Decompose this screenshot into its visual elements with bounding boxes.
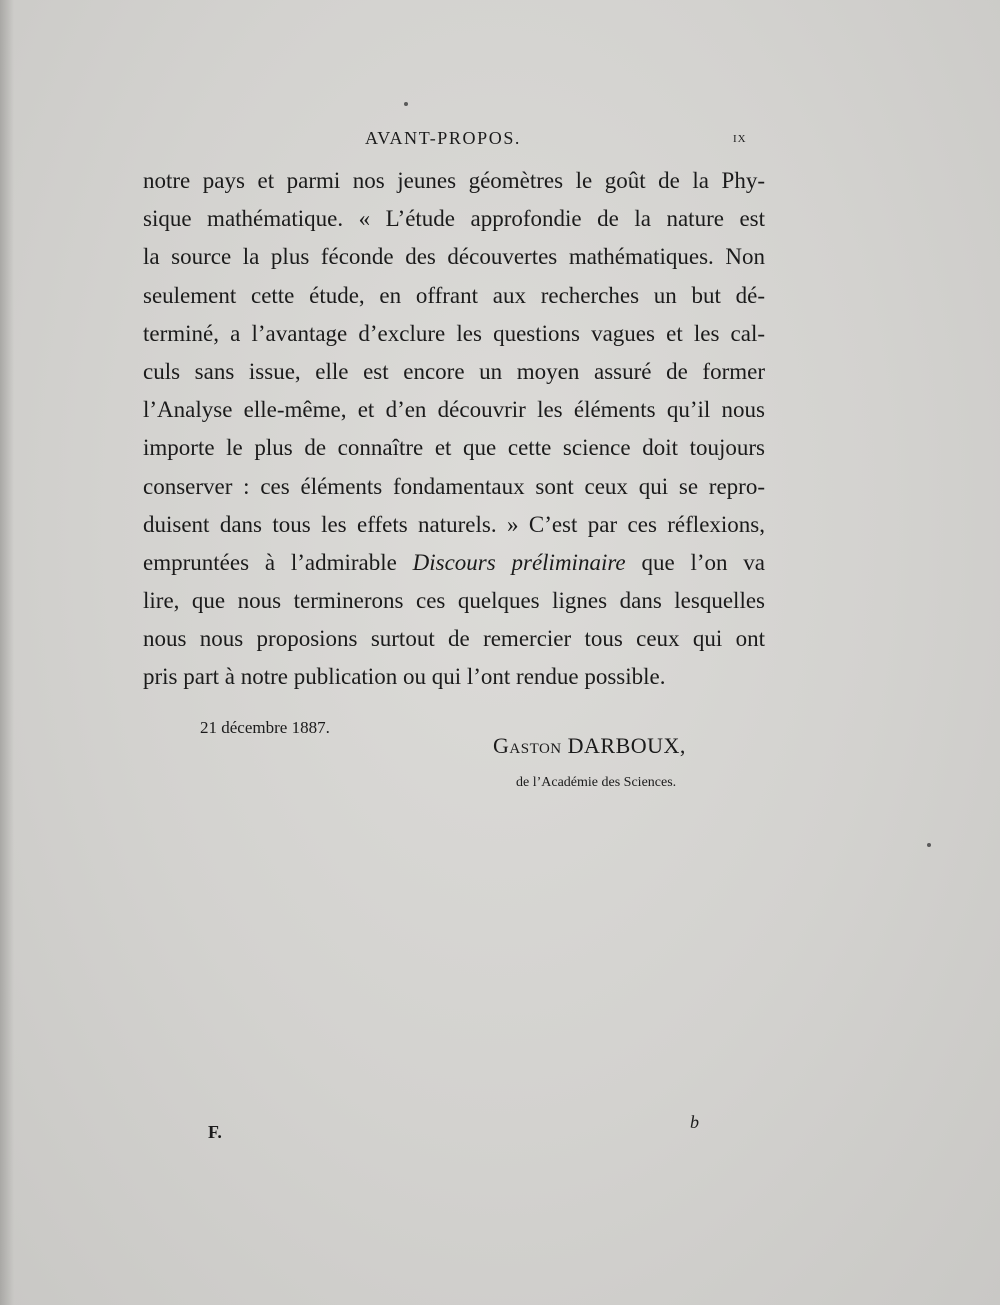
text-line: pris part à notre publication ou qui l’ont rendue possible. [143, 664, 666, 690]
text-line: l’Analyse elle-même, et d’en découvrir les éléments qu’il nous [143, 397, 765, 423]
text-segment: que l’on va [641, 549, 766, 575]
text-line: seulement cette étude, en offrant aux recherches un but dé- [143, 282, 765, 308]
text-line: duisent dans tous les effets naturels. » C’est par ces réflexions, [143, 511, 765, 537]
text-line: sique mathématique. « L’étude approfondie de la nature est [143, 206, 765, 232]
author-affiliation: de l’Académie des Sciences. [516, 775, 677, 790]
text-line: lire, que nous terminerons ces quelques lignes dans lesquelles [143, 588, 765, 614]
page-edge-shadow [0, 0, 14, 1305]
date-line: 21 décembre 1887. [200, 718, 330, 737]
ink-speck [927, 843, 931, 847]
printer-signature-mark: F. [208, 1122, 222, 1142]
text-line: culs sans issue, elle est encore un moyen assuré de former [143, 358, 765, 384]
text-line: conserver : ces éléments fondamentaux sont ceux qui se repro- [143, 473, 765, 499]
italic-title: Discours préliminaire [412, 549, 626, 575]
text-segment: empruntées à l’admirable [143, 549, 397, 575]
text-line: terminé, a l’avantage d’exclure les questions vagues et les cal- [143, 320, 765, 346]
running-head [0, 128, 1000, 154]
gathering-mark: b [690, 1112, 699, 1132]
author-signature: Gaston DARBOUX, [493, 733, 686, 758]
body-paragraph [143, 162, 765, 697]
text-line [143, 544, 765, 582]
ink-speck [404, 102, 408, 106]
text-line: la source la plus féconde des découvertes mathématiques. Non [143, 244, 765, 270]
running-title: AVANT-PROPOS. [365, 128, 522, 148]
page-number: ix [733, 130, 747, 146]
text-line: notre pays et parmi nos jeunes géomètres le goût de la Phy- [143, 168, 765, 193]
text-line: importe le plus de connaître et que cette science doit toujours [143, 435, 765, 461]
text-line: nous nous proposions surtout de remercier tous ceux qui ont [143, 626, 765, 652]
